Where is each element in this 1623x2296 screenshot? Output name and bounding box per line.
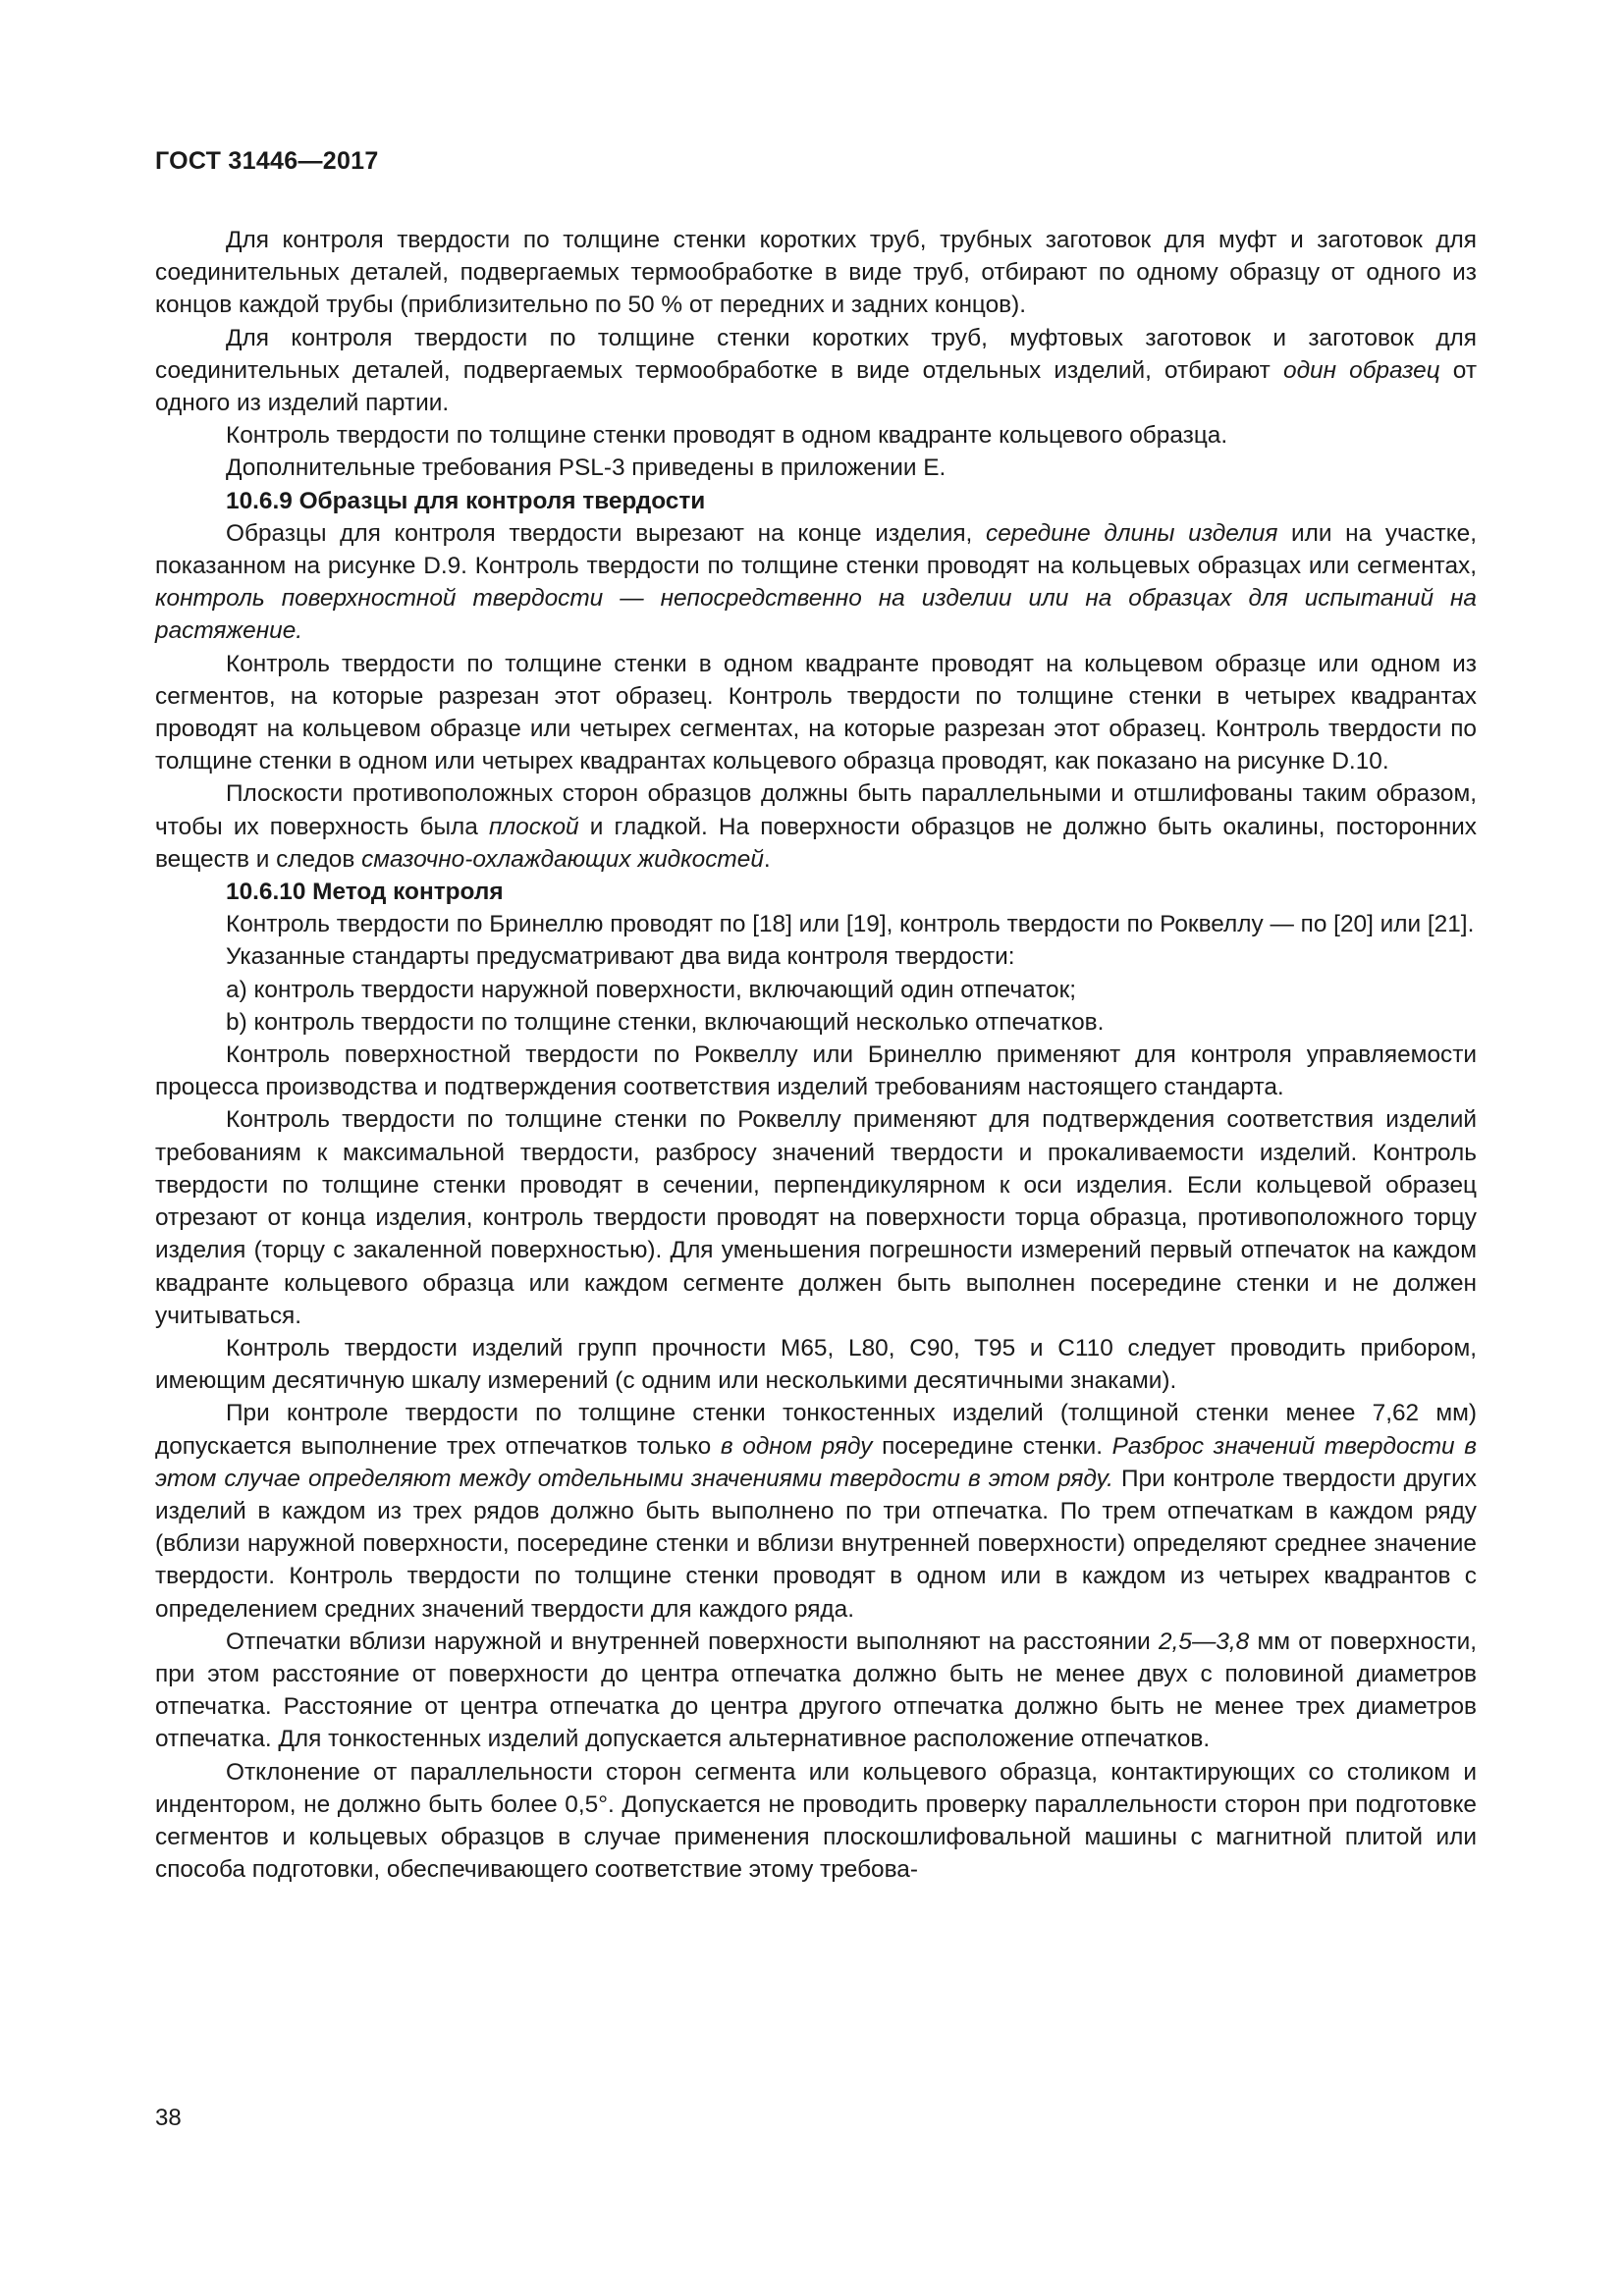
text-run: . [763,845,771,873]
italic-run: контроль поверхностной твердости — непосредственно на изделии или на образцах для испытаний на растяжение. [155,585,1477,645]
text-run: или на участке, показанном на рисунке D.9. Контроль твердости по толщине стенки проводят на кольцевых образцах или сегментах, [155,519,1478,580]
paragraph [155,517,1477,648]
text-run: Для контроля твердости по толщине стенки коротких труб, трубных заготовок для муфт и заготовок для соединительных деталей, подвергаемых термообработке в виде труб, отбирают по одному образцу от одного из концов каждой трубы (приблизительно по 50 % от передних и задних концов). [155,227,1477,319]
italic-run: в одном ряду [720,1432,873,1460]
text-run: от одного из изделий партии. [155,356,1477,417]
text-run: При контроле твердости других изделий в каждом из трех рядов должно быть выполнено по три отпечатка. По трем отпечаткам в каждом ряду (вблизи наружной поверхности, посередине стенки и вблизи внутренней поверхности) определяют среднее значение твердости. Контроль твердости по толщине стенки проводят в одном или в каждом из четырех квадрантов с определением средних значений твердости для каждого ряда. [155,1465,1478,1623]
paragraph [155,419,1477,452]
document-header: ГОСТ 31446—2017 [155,147,379,175]
text-run: Дополнительные требования PSL-3 приведены в приложении E. [226,454,947,482]
text-run: Контроль твердости по толщине стенки по Роквеллу применяют для подтверждения соответствия изделий требованиям к максимальной твердости, разбросу значений твердости и прокаливаемости изделий. Контроль твердости по толщине стенки проводят в сечении, перпендикулярном к оси изделия. Если кольцевой образец отрезают от конца изделия, контроль твердости проводят на поверхности торца образца, противоположного торцу изделия (торцу с закаленной поверхностью). Для уменьшения погрешности измерений первый отпечаток на каждом квадранте кольцевого образца или каждом сегменте должен быть выполнен посередине стенки и не должен учитываться. [155,1106,1477,1329]
italic-run: Разброс значений твердости в этом случае определяют между отдельными значениями твердости в этом ряду. [155,1432,1478,1492]
text-run: Контроль твердости по толщине стенки проводят в одном квадранте кольцевого образца. [226,422,1228,450]
list-item [155,1006,1477,1039]
text-run: Для контроля твердости по толщине стенки коротких труб, муфтовых заготовок и заготовок для соединительных деталей, подвергаемых термообработке в виде отдельных изделий, отбирают [155,324,1477,384]
paragraph [155,940,1477,973]
italic-run: один образец [1283,356,1440,384]
paragraph [155,224,1477,322]
text-run: и гладкой. На поверхности образцов не должно быть окалины, посторонних веществ и следов [155,813,1477,873]
paragraph [155,648,1477,778]
text-run: b) контроль твердости по толщине стенки, включающий несколько отпечатков. [226,1008,1105,1036]
text-run: Контроль поверхностной твердости по Роквеллу или Бринеллю применяют для контроля управляемости процесса производства и подтверждения соответствия изделий требованиям настоящего стандарта. [155,1041,1477,1101]
italic-run: середине длины изделия [986,519,1278,547]
italic-run: смазочно-охлаждающих жидкостей [361,845,764,873]
paragraph [155,1332,1477,1397]
paragraph [155,1756,1477,1887]
paragraph [155,1039,1477,1103]
page-number: 38 [155,2105,182,2131]
paragraph [155,777,1477,876]
text-run: Указанные стандарты предусматривают два вида контроля твердости: [226,943,1015,971]
paragraph [155,908,1477,940]
section-heading [155,876,1477,908]
text-run: Отклонение от параллельности сторон сегмента или кольцевого образца, контактирующих со столиком и индентором, не должно быть более 0,5°. Допускается не проводить проверку параллельности сторон при подготовке сегментов и кольцевых образцов в случае применения плоскошлифовальной машины с магнитной плитой или способа подготовки, обеспечивающего соответствие этому требова- [155,1758,1477,1884]
text-run: Контроль твердости по толщине стенки в одном квадранте проводят на кольцевом образце или одном из сегментов, на которые разрезан этот образец. Контроль твердости по толщине стенки в четырех квадрантах проводят на кольцевом образце или четырех сегментах, на которые разрезан этот образец. Контроль твердости по толщине стенки в одном или четырех квадрантах кольцевого образца проводят, как показано на рисунке D.10. [155,650,1477,775]
italic-run: плоской [488,813,579,840]
text-run: При контроле твердости по толщине стенки тонкостенных изделий (толщиной стенки менее 7,62 мм) допускается выполнение трех отпечатков только [155,1400,1477,1460]
text-run: Плоскости противоположных сторон образцов должны быть параллельными и отшлифованы таким образом, чтобы их поверхность была [155,780,1477,840]
paragraph [155,322,1477,420]
text-run: 10.6.9 Образцы для контроля твердости [226,487,706,514]
paragraph [155,452,1477,484]
text-run: посередине стенки. [872,1432,1112,1460]
text-run: a) контроль твердости наружной поверхности, включающий один отпечаток; [226,976,1077,1003]
text-run: Контроль твердости по Бринеллю проводят по [18] или [19], контроль твердости по Роквеллу — по [20] или [21]. [226,911,1475,938]
italic-run: 2,5—3,8 [1159,1628,1250,1655]
section-heading [155,485,1477,517]
list-item [155,974,1477,1006]
text-run: Образцы для контроля твердости вырезают на конце изделия, [226,519,986,547]
paragraph [155,1397,1477,1625]
text-run: Отпечатки вблизи наружной и внутренней поверхности выполняют на расстоянии [226,1628,1160,1655]
text-run: мм от поверхности, при этом расстояние от поверхности до центра отпечатка должно быть не менее двух с половиной диаметров отпечатка. Расстояние от центра отпечатка до центра другого отпечатка должно быть не менее трех диаметров отпечатка. Для тонкостенных изделий допускается альтернативное расположение отпечатков. [155,1628,1477,1753]
text-run: 10.6.10 Метод контроля [226,879,504,906]
text-run: Контроль твердости изделий групп прочности M65, L80, C90, T95 и C110 следует проводить прибором, имеющим десятичную шкалу измерений (с одним или несколькими десятичными знаками). [155,1334,1477,1395]
paragraph [155,1103,1477,1331]
document-body [155,224,1477,1886]
paragraph [155,1626,1477,1756]
